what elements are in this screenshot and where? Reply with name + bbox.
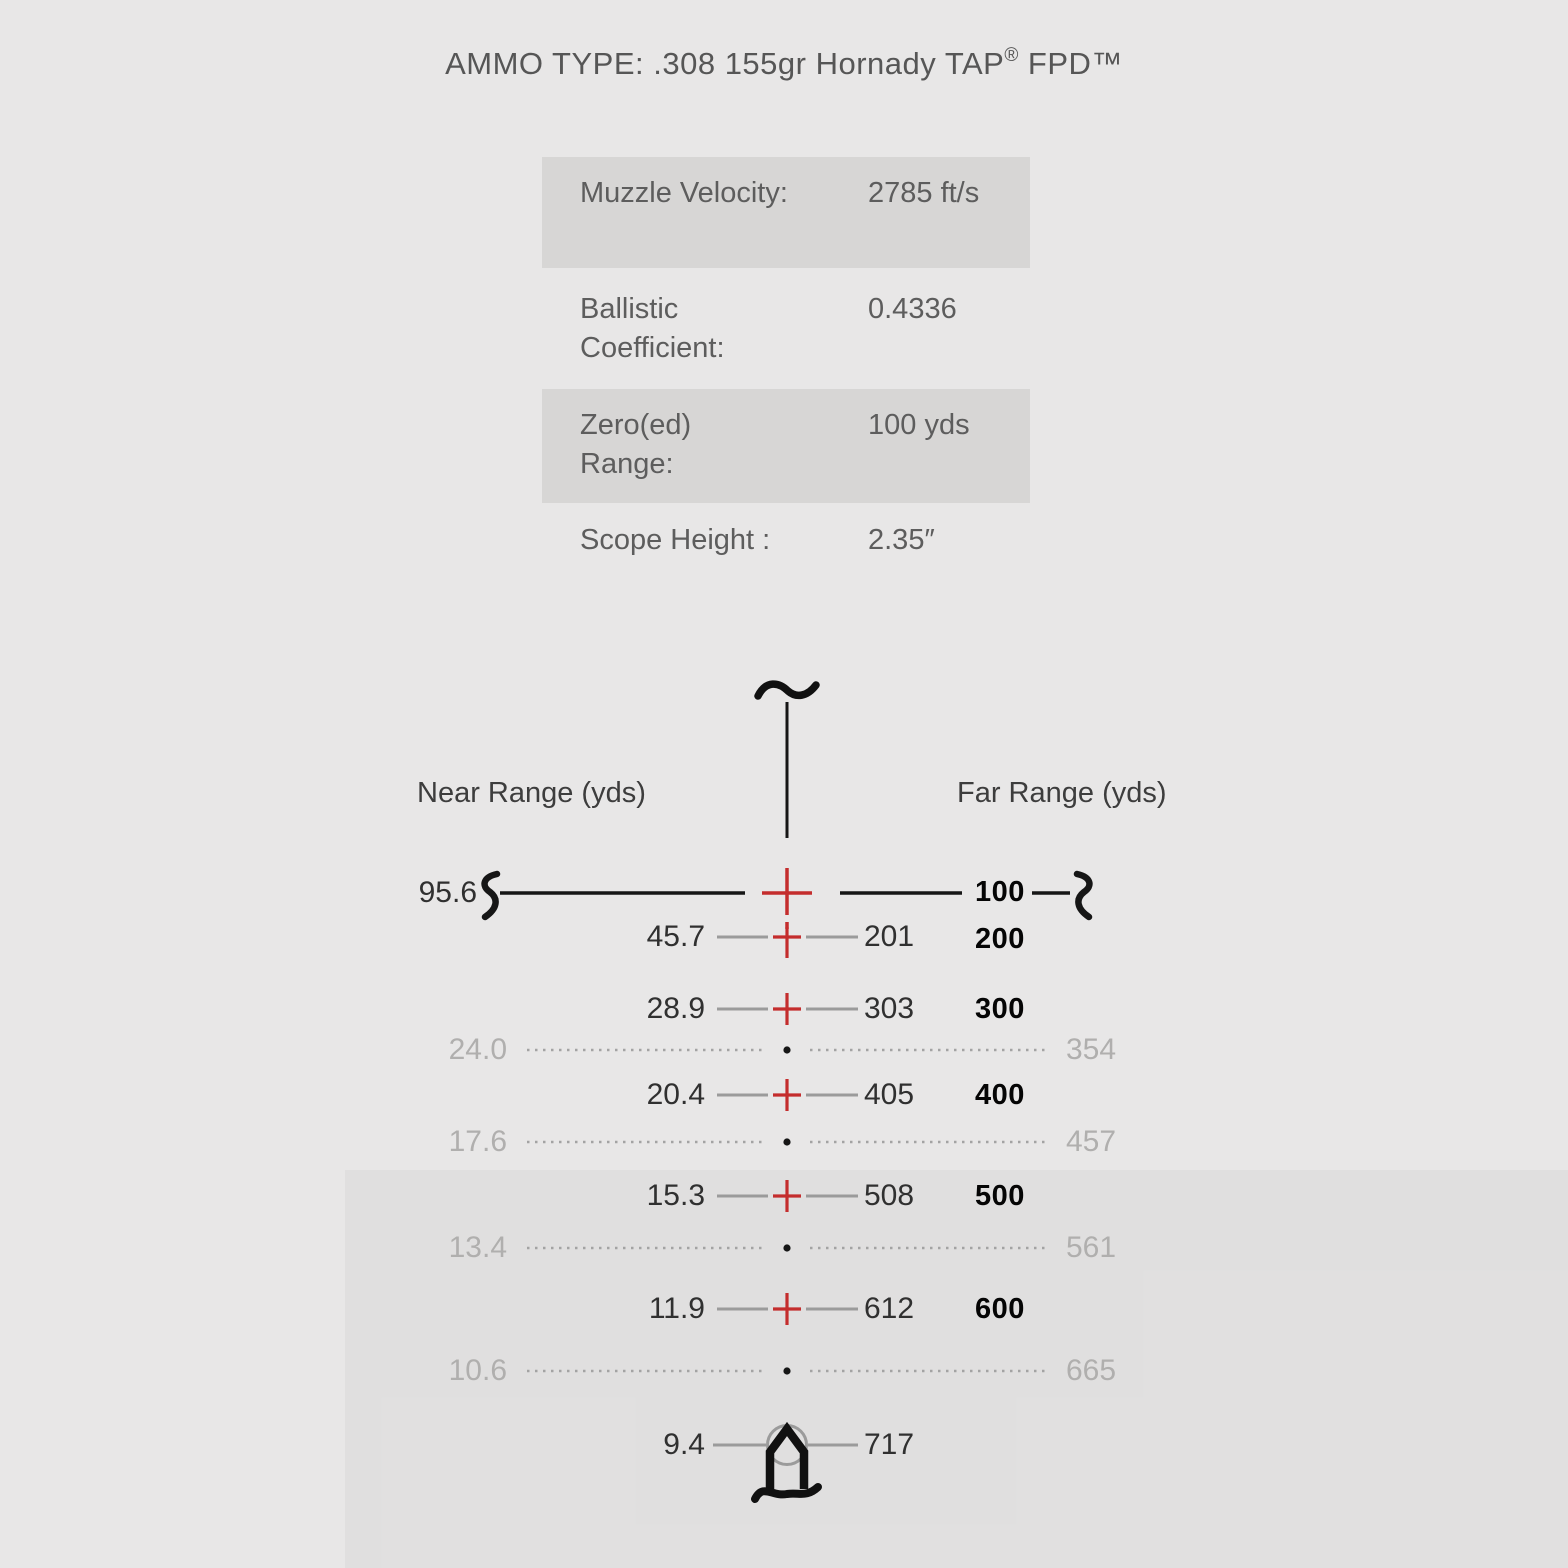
near-range-axis-label: Near Range (yds)	[417, 777, 646, 809]
near-range-value: 10.6	[448, 1354, 507, 1387]
near-range-value: 28.9	[646, 992, 705, 1025]
near-range-value: 20.4	[646, 1078, 705, 1111]
near-range-value: 9.4	[663, 1428, 705, 1461]
spec-row-ballistic-coefficient	[542, 268, 1030, 389]
near-range-value: 45.7	[646, 920, 705, 953]
near-range-value: 17.6	[448, 1125, 507, 1158]
range-label: 200	[975, 923, 1025, 955]
near-range-value: 13.4	[448, 1231, 507, 1264]
left-break-squiggle	[485, 874, 497, 917]
spec-label-muzzle-velocity: Muzzle Velocity:	[580, 177, 788, 209]
spec-label-ballistic-coefficient: Ballistic Coefficient:	[580, 293, 725, 364]
spec-row-scope-height	[542, 503, 1030, 577]
near-range-value: 95.6	[418, 876, 477, 909]
far-range-value: 612	[864, 1292, 915, 1325]
spec-value-muzzle-velocity: 2785 ft/s	[868, 177, 980, 209]
spec-label-zeroed-range: Zero(ed) Range:	[580, 409, 692, 480]
page-title	[0, 46, 1568, 82]
range-label: 600	[975, 1293, 1025, 1325]
near-range-value: 24.0	[448, 1033, 507, 1066]
far-range-value: 201	[864, 920, 915, 953]
range-label: 500	[975, 1180, 1025, 1212]
spec-row-muzzle-velocity	[542, 157, 1030, 268]
far-range-value: 354	[1066, 1033, 1117, 1066]
far-range-value: 405	[864, 1078, 915, 1111]
far-range-value: 457	[1066, 1125, 1117, 1158]
watermark-band	[345, 1170, 1568, 1568]
spec-label-scope-height: Scope Height :	[580, 524, 771, 556]
top-break-tilde	[758, 684, 816, 696]
far-range-value: 561	[1066, 1231, 1117, 1264]
ammo-type-suffix: FPD™	[1018, 46, 1123, 81]
spec-value-ballistic-coefficient: 0.4336	[868, 293, 957, 325]
far-range-value: 303	[864, 992, 915, 1025]
spec-row-zeroed-range	[542, 389, 1030, 503]
spec-value-scope-height: 2.35″	[868, 524, 935, 556]
near-range-value: 11.9	[648, 1292, 705, 1325]
near-range-value: 15.3	[646, 1179, 705, 1212]
spec-value-zeroed-range: 100 yds	[868, 409, 970, 441]
far-range-value: 508	[864, 1179, 915, 1212]
far-range-value: 665	[1066, 1354, 1117, 1387]
far-range-axis-label: Far Range (yds)	[957, 777, 1167, 809]
range-label: 300	[975, 993, 1025, 1025]
ammo-type-text: AMMO TYPE: .308 155gr Hornady TAP	[445, 46, 1005, 81]
right-break-squiggle	[1077, 874, 1089, 917]
range-label: 400	[975, 1079, 1025, 1111]
far-range-value: 717	[864, 1428, 915, 1461]
registered-mark: ®	[1004, 44, 1019, 66]
spec-table	[542, 157, 1030, 577]
range-label: 100	[975, 876, 1025, 908]
